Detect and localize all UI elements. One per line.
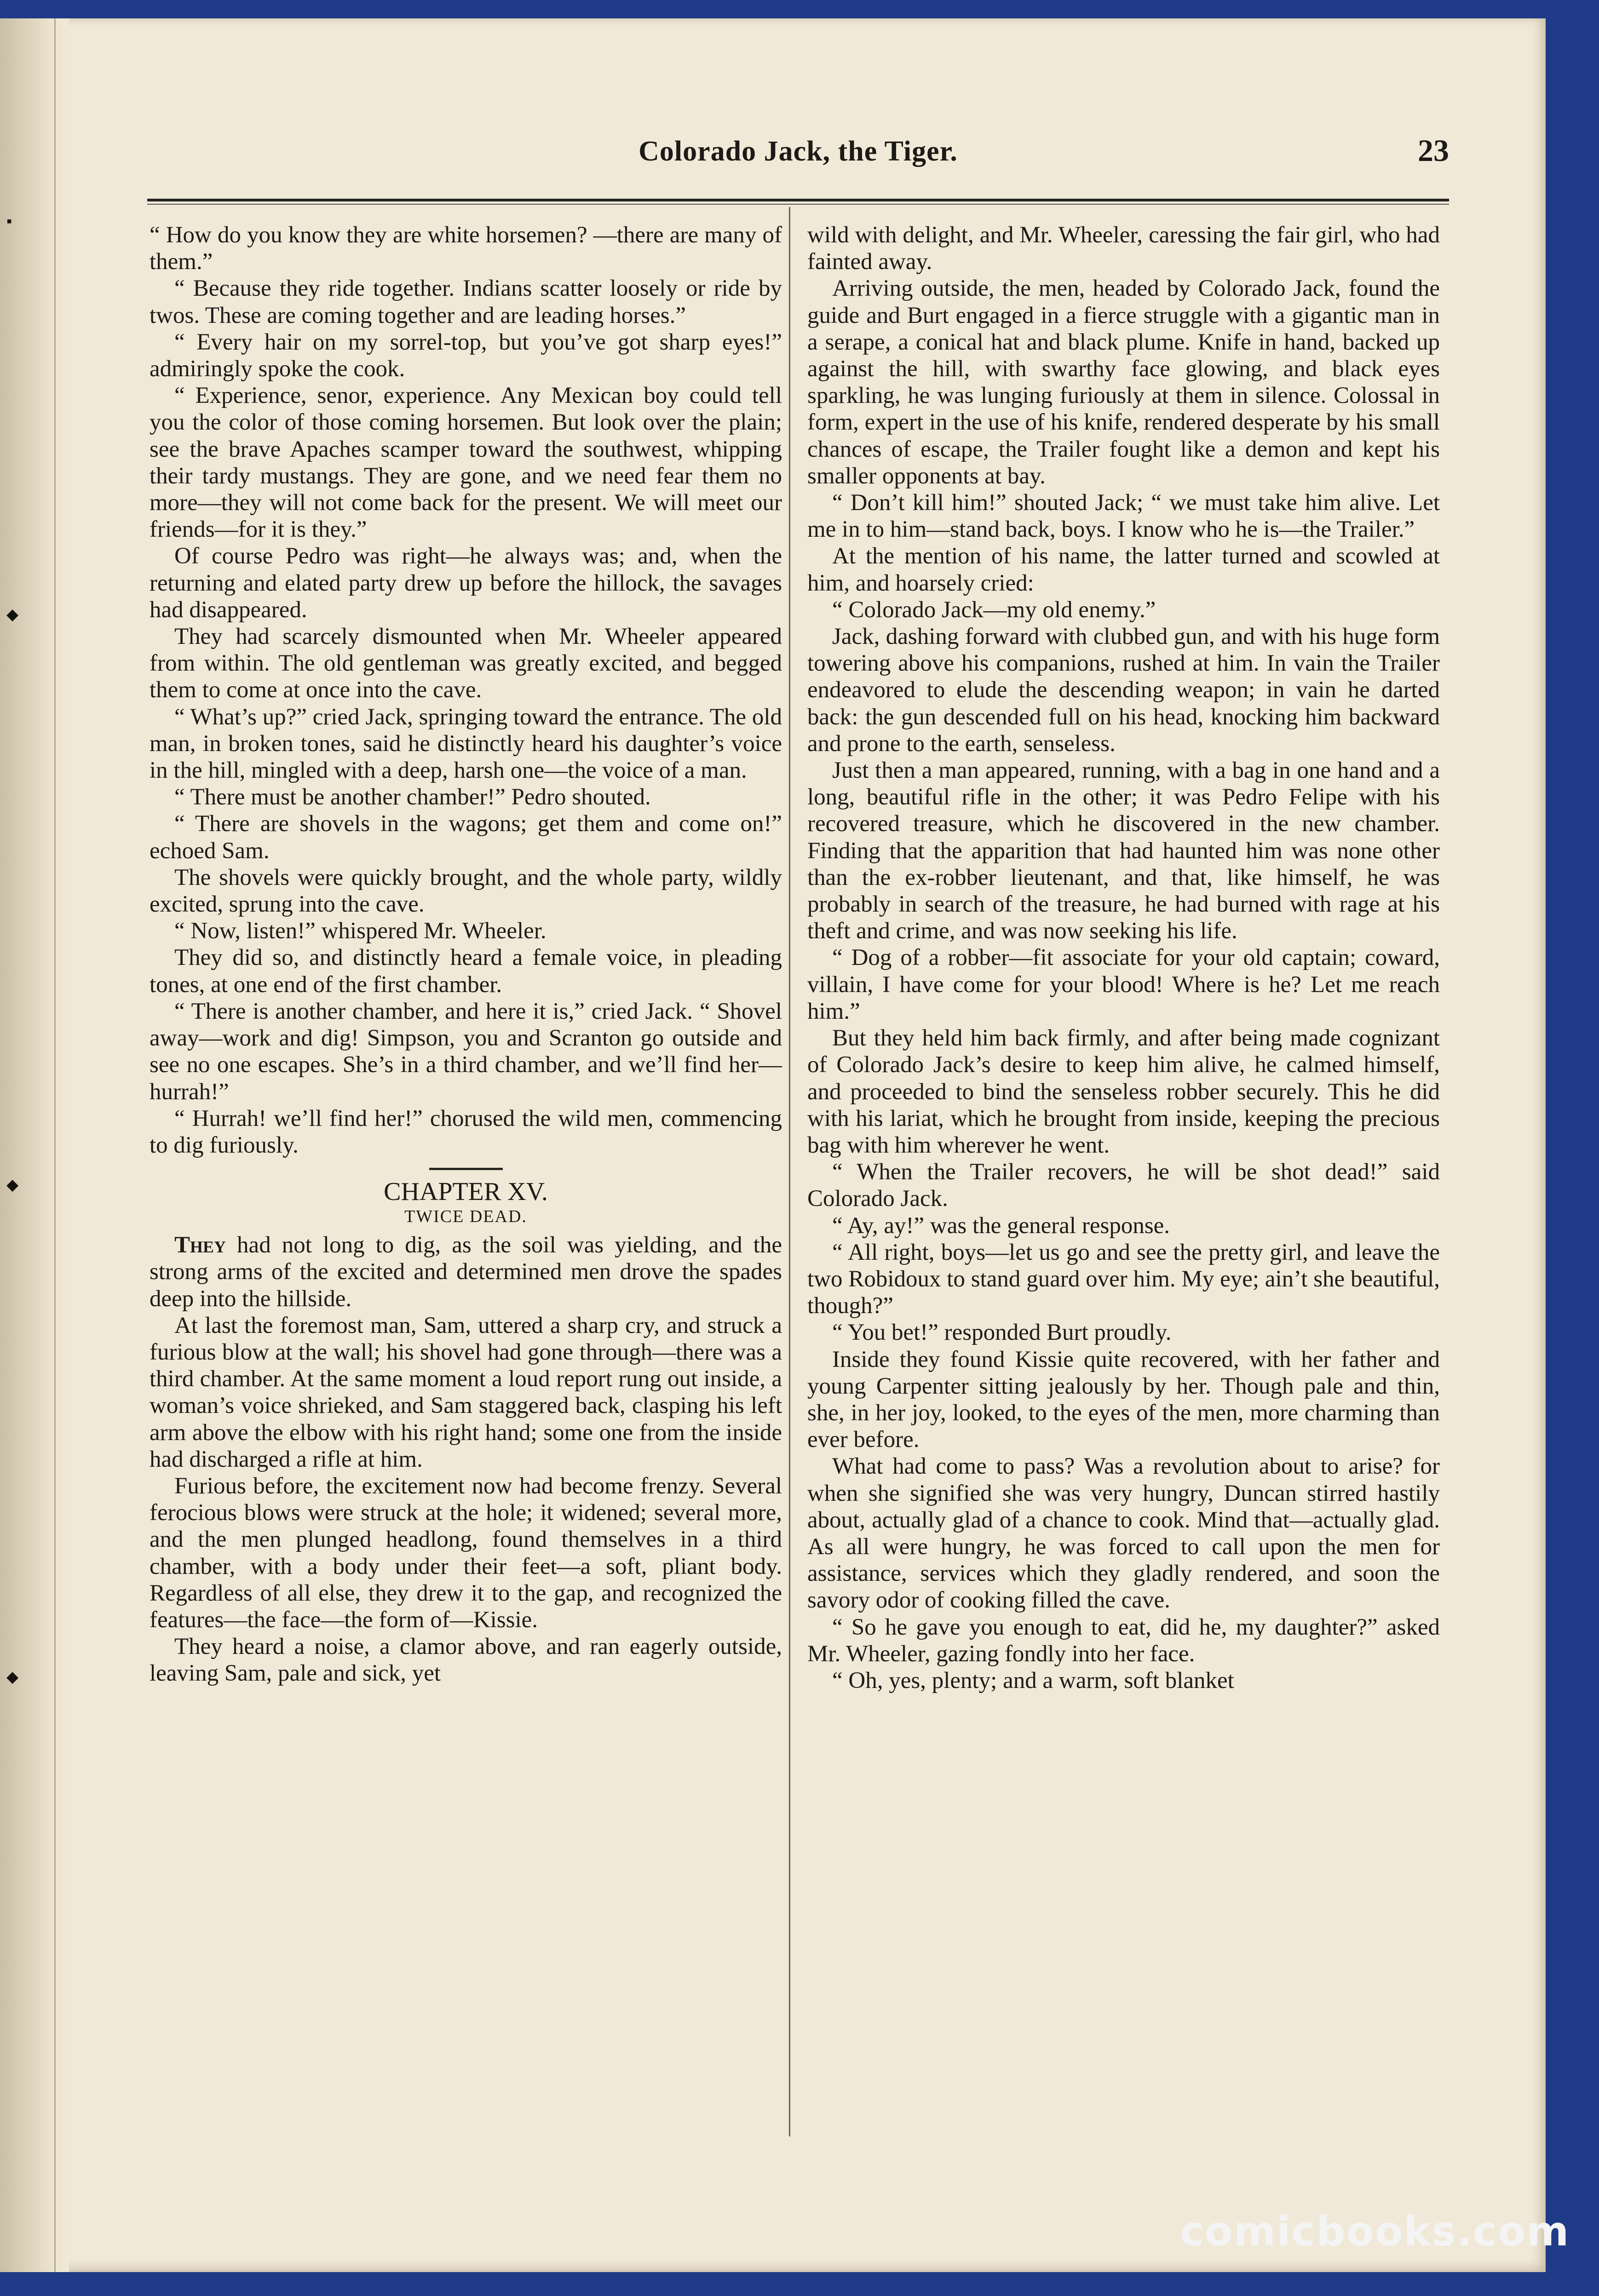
binding-stitch-mark: ◆ <box>6 1669 19 1686</box>
header-rule <box>147 199 1449 201</box>
paragraph: “ There are shovels in the wagons; get them and come on!” echoed Sam. <box>150 811 782 864</box>
paragraph: “ Experience, senor, experience. Any Mexican boy could tell you the color of those coming horsemen. But look over the plain; see the brave Apaches scamper toward the southwest, whipping their tardy mustangs. They are gone, and we need fear them no more—they will not come back for the present. We will meet our friends—for it is they.” <box>150 383 782 543</box>
binding-gutter <box>0 18 69 2272</box>
left-column <box>150 222 782 1687</box>
paragraph: “ Ay, ay!” was the general response. <box>832 1212 1170 1239</box>
binding-mark: ▪ <box>6 213 12 230</box>
paragraph: “ There must be another chamber!” Pedro shouted. <box>174 784 651 810</box>
paragraph: “ Because they ride together. Indians scatter loosely or ride by twos. These are coming together and are leading horses.” <box>150 276 782 328</box>
paragraph: The shovels were quickly brought, and the whole party, wildly excited, sprung into the cave. <box>150 864 782 918</box>
page-header <box>147 129 1449 179</box>
paragraph: At last the foremost man, Sam, uttered a sharp cry, and struck a furious blow at the wall; his shovel had gone through—there was a third chamber. At the same moment a loud report rung out inside, a woman’s voice shrieked, and Sam staggered back, clasping his left arm above the elbow with his right hand; some one from the inside had discharged a rifle at him. <box>150 1312 782 1472</box>
paragraph: What had come to pass? Was a revolution about to arise? for when she signified she was very hungry, Duncan stirred hastily about, actually glad of a chance to cook. Mind that—actually glad. As all were hungry, he was forced to call upon the men for assistance, services which they gladly rendered, and soon the savory odor of cooking filled the cave. <box>807 1453 1440 1613</box>
paragraph: “ Dog of a robber—fit associate for your old captain; coward, villain, I have come for your blood! Where is he? Let me reach him.” <box>807 945 1440 1024</box>
paragraph: “ When the Trailer recovers, he will be shot dead!” said Colorado Jack. <box>807 1159 1440 1212</box>
paragraph: “ Colorado Jack—my old enemy.” <box>832 597 1156 623</box>
paragraph: They heard a noise, a clamor above, and ran eagerly outside, leaving Sam, pale and sick, yet <box>150 1634 782 1687</box>
watermark-logo: comicbooks.com <box>1180 2208 1570 2255</box>
paragraph: “ All right, boys—let us go and see the pretty girl, and leave the two Robidoux to stand guard over him. My eye; ain’t she beautiful, though?” <box>807 1239 1440 1319</box>
paragraph: “ Every hair on my sorrel-top, but you’ve got sharp eyes!” admiringly spoke the cook. <box>150 329 782 382</box>
paragraph: Inside they found Kissie quite recovered, with her father and young Carpenter sitting jealously by her. Though pale and thin, she, in her joy, looked, to the eyes of the men, more charming than ever before. <box>807 1346 1440 1453</box>
paragraph: Jack, dashing forward with clubbed gun, and with his huge form towering above his companions, rushed at him. In vain the Trailer endeavored to elude the descending weapon; in vain he darted back: the gun descended full on his head, knocking him backward and prone to the earth, senseless. <box>807 624 1440 757</box>
paragraph: “ How do you know they are white horsemen? —there are many of them.” <box>150 222 782 275</box>
paragraph: At the mention of his name, the latter turned and scowled at him, and hoarsely cried: <box>807 543 1440 596</box>
column-divider <box>789 207 790 2136</box>
page-number: 23 <box>1418 133 1449 168</box>
chapter-opening-paragraph <box>150 1232 782 1312</box>
scan-background-band <box>0 2272 1599 2296</box>
paragraph: But they held him back firmly, and after being made cognizant of Colorado Jack’s desire to keep him alive, he calmed himself, and proceeded to bind the senseless robber securely. This he did with his lariat, which he brought from inside, keeping the precious bag with him wherever he went. <box>807 1025 1440 1158</box>
chapter-opening-text: had not long to dig, as the soil was yielding, and the strong arms of the excited and determined men drove the spades deep into the hillside. <box>150 1232 782 1312</box>
paragraph: “ Now, listen!” whispered Mr. Wheeler. <box>174 918 546 944</box>
binding-stitch-mark: ◆ <box>6 1177 19 1194</box>
running-title: Colorado Jack, the Tiger. <box>638 136 958 167</box>
chapter-title: CHAPTER XV. <box>384 1177 548 1206</box>
paragraph: Furious before, the excitement now had become frenzy. Several ferocious blows were struck at the hole; it widened; several more, and the men plunged headlong, found themselves in a third chamber, with a body under their feet—a soft, pliant body. Regardless of all else, they drew it to the gap, and recognized the features—the face—the form of—Kissie. <box>150 1473 782 1633</box>
header-rule-thin <box>147 204 1449 205</box>
paragraph: Of course Pedro was right—he always was; and, when the returning and elated party drew up before the hillock, the savages had disappeared. <box>150 543 782 623</box>
chapter-opening-word: They <box>174 1232 226 1258</box>
paragraph: “ Hurrah! we’ll find her!” chorused the wild men, commencing to dig furiously. <box>150 1105 782 1158</box>
paragraph: “ Oh, yes, plenty; and a warm, soft blanket <box>832 1667 1234 1693</box>
paragraph: “ There is another chamber, and here it is,” cried Jack. “ Shovel away—work and dig! Simpson, you and Scranton go outside and see no one escapes. She’s in a third chamber, and we’ll find her—hurrah!” <box>150 998 782 1105</box>
paragraph: “ So he gave you enough to eat, did he, my daughter?” asked Mr. Wheeler, gazing fondly into her face. <box>807 1614 1440 1667</box>
paragraph: “ What’s up?” cried Jack, springing toward the entrance. The old man, in broken tones, said he distinctly heard his daughter’s voice in the hill, mingled with a deep, harsh one—the voice of a man. <box>150 704 782 784</box>
paragraph: They had scarcely dismounted when Mr. Wheeler appeared from within. The old gentleman was greatly excited, and begged them to come at once into the cave. <box>150 624 782 703</box>
paragraph: They did so, and distinctly heard a female voice, in pleading tones, at one end of the first chamber. <box>150 945 782 998</box>
paragraph: wild with delight, and Mr. Wheeler, caressing the fair girl, who had fainted away. <box>807 222 1440 275</box>
paragraph: “ You bet!” responded Burt proudly. <box>832 1320 1172 1346</box>
gutter-fold-line <box>54 18 56 2272</box>
paragraph: “ Don’t kill him!” shouted Jack; “ we must take him alive. Let me in to him—stand back, boys. I know who he is—the Trailer.” <box>807 490 1440 543</box>
chapter-separator <box>429 1168 503 1170</box>
right-column <box>807 222 1440 1694</box>
paragraph: Arriving outside, the men, headed by Colorado Jack, found the guide and Burt engaged in a fierce struggle with a gigantic man in a serape, a conical hat and black plume. Knife in hand, backed up against the hill, with swarthy face glowing, and black eyes sparkling, he was lunging furiously at them in silence. Colossal in form, expert in the use of his knife, rendered desperate by his small chances of escape, the Trailer fought like a demon and kept his smaller opponents at bay. <box>807 276 1440 489</box>
binding-stitch-mark: ◆ <box>6 606 19 623</box>
chapter-subtitle: TWICE DEAD. <box>404 1207 527 1227</box>
paragraph: Just then a man appeared, running, with a bag in one hand and a long, beautiful rifle in the other; it was Pedro Felipe with his recovered treasure, which he discovered in the new chamber. Finding that the apparition that had haunted him was none other than the ex-robber lieutenant, and that, like himself, he was probably in search of the treasure, he had burned with rage at his theft and crime, and was now seeking his life. <box>807 758 1440 944</box>
